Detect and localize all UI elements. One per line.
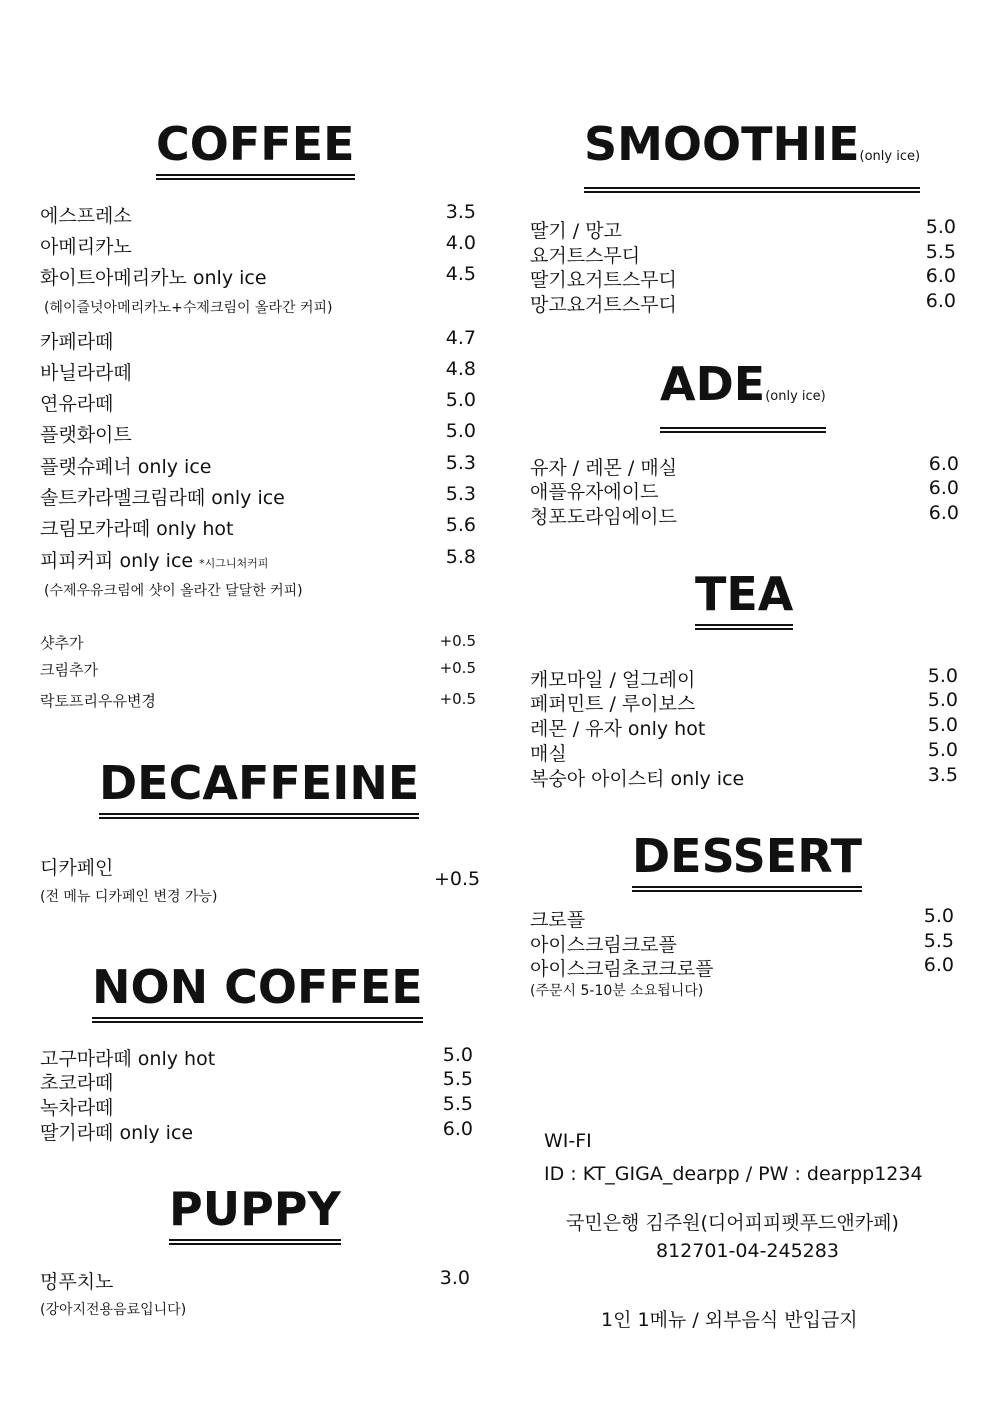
item-name: 매실 (530, 743, 567, 765)
item-price: 3.0 (439, 1267, 470, 1289)
list-item (530, 241, 956, 265)
dessert-heading (632, 830, 862, 892)
item-name: 복숭아 아이스티 only ice (530, 768, 745, 790)
decaffeine-item-price: +0.5 (434, 868, 481, 890)
item-price: 5.5 (442, 1068, 473, 1090)
signature-tag: *시그니처커피 (199, 557, 269, 570)
decaffeine-title: DECAFFEINE (99, 756, 420, 810)
wifi-label: WI-FI (544, 1130, 592, 1152)
list-item (530, 502, 959, 526)
smoothie-subtitle: (only ice) (859, 149, 921, 164)
item-price: 4.5 (445, 263, 476, 285)
dessert-note: (주문시 5-10분 소요됩니다) (530, 983, 704, 999)
decaffeine-note: (전 메뉴 디카페인 변경 가능) (40, 889, 218, 905)
item-price: 5.8 (445, 546, 476, 568)
item-name: 아이스크림초코크로플 (530, 958, 714, 980)
item-price: 6.0 (928, 477, 959, 499)
dessert-title: DESSERT (632, 829, 862, 883)
item-price: 5.0 (927, 714, 958, 736)
decaffeine-item-name: 디카페인 (40, 857, 114, 879)
non-coffee-heading (92, 961, 423, 1023)
list-item (40, 232, 476, 256)
item-name: 녹차라떼 (40, 1097, 114, 1119)
item-name: 플랫슈페너 only ice (40, 456, 212, 478)
item-price: 5.0 (927, 665, 958, 687)
list-item (530, 739, 958, 763)
item-name: 고구마라떼 only hot (40, 1048, 216, 1070)
list-item (40, 452, 476, 476)
item-price: 5.5 (923, 930, 954, 952)
list-item (530, 665, 958, 689)
item-name: 카페라떼 (40, 331, 114, 353)
tea-heading (695, 568, 793, 630)
bank-account-number: 812701-04-245283 (656, 1240, 839, 1262)
item-name-wrap (40, 546, 268, 573)
list-item (530, 216, 956, 240)
item-price: 3.5 (445, 201, 476, 223)
list-item (40, 263, 476, 287)
list-item (40, 358, 476, 382)
item-price: 5.0 (927, 739, 958, 761)
item-name: 페퍼민트 / 루이보스 (530, 693, 696, 715)
item-name: 크림추가 (40, 661, 98, 679)
item-name: 화이트아메리카노 only ice (40, 267, 267, 289)
ade-subtitle: (only ice) (765, 389, 826, 404)
puppy-heading (169, 1183, 341, 1245)
list-item (530, 290, 956, 314)
item-price: 6.0 (928, 502, 959, 524)
item-name: 유자 / 레몬 / 매실 (530, 457, 678, 479)
item-name: 청포도라임에이드 (530, 506, 677, 528)
item-price: 6.0 (923, 954, 954, 976)
item-name: 초코라떼 (40, 1072, 114, 1094)
item-price: 5.0 (927, 689, 958, 711)
item-name: 애플유자에이드 (530, 481, 659, 503)
item-name: 망고요거트스무디 (530, 294, 677, 316)
item-name: 락토프리우유변경 (40, 692, 156, 710)
list-item (40, 1118, 473, 1142)
list-item (40, 1267, 470, 1291)
item-price: 4.7 (445, 327, 476, 349)
list-item (40, 546, 476, 570)
item-name: 아메리카노 (40, 236, 132, 258)
ade-heading (660, 358, 826, 433)
item-name: 샷추가 (40, 634, 84, 652)
list-item (40, 1044, 473, 1068)
decaffeine-heading (99, 757, 419, 819)
store-policy: 1인 1메뉴 / 외부음식 반입금지 (601, 1309, 858, 1331)
list-item (40, 1068, 473, 1092)
item-name: 딸기라떼 only ice (40, 1122, 194, 1144)
item-price: 5.0 (923, 905, 954, 927)
item-name: 요거트스무디 (530, 245, 641, 267)
item-price: 4.8 (445, 358, 476, 380)
coffee-heading (156, 118, 355, 180)
extra-item (40, 632, 476, 656)
list-item (530, 265, 956, 289)
ade-title: ADE (660, 357, 766, 411)
puppy-title: PUPPY (169, 1182, 341, 1236)
item-name: 피피커피 only ice (40, 550, 194, 572)
list-item (40, 420, 476, 444)
bank-account-holder: 국민은행 김주원(디어피피펫푸드앤카페) (566, 1212, 899, 1234)
item-name: 딸기 / 망고 (530, 220, 622, 242)
item-price: 4.0 (445, 232, 476, 254)
puppy-note: (강아지전용음료입니다) (40, 1302, 187, 1318)
item-price: +0.5 (439, 659, 476, 677)
item-name: 멍푸치노 (40, 1271, 114, 1293)
item-name: 아이스크림크로플 (530, 934, 677, 956)
list-item (530, 453, 959, 477)
smoothie-title: SMOOTHIE (584, 117, 860, 171)
item-price: 5.3 (445, 483, 476, 505)
item-name: 캐모마일 / 얼그레이 (530, 669, 696, 691)
item-price: 5.0 (925, 216, 956, 238)
list-item (530, 930, 954, 954)
item-name: 플랫화이트 (40, 424, 132, 446)
list-item (40, 389, 476, 413)
list-item (40, 514, 476, 538)
item-price: +0.5 (439, 690, 476, 708)
item-name: 바닐라라떼 (40, 362, 132, 384)
item-price: 5.0 (445, 420, 476, 442)
item-name: 솔트카라멜크림라떼 only ice (40, 487, 285, 509)
list-item (40, 483, 476, 507)
list-item (530, 714, 958, 738)
smoothie-heading (584, 118, 920, 193)
item-note: (헤이즐넛아메리카노+수제크림이 올라간 커피) (44, 300, 333, 316)
item-name: 딸기요거트스무디 (530, 269, 677, 291)
item-name: 레몬 / 유자 only hot (530, 718, 706, 740)
extra-item (40, 690, 476, 714)
item-price: 5.5 (925, 241, 956, 263)
item-price: 6.0 (442, 1118, 473, 1140)
list-item (530, 477, 959, 501)
item-name: 에스프레소 (40, 205, 132, 227)
item-price: +0.5 (439, 632, 476, 650)
wifi-credentials: ID : KT_GIGA_dearpp / PW : dearpp1234 (544, 1163, 923, 1185)
extra-item (40, 659, 476, 683)
item-price: 5.5 (442, 1093, 473, 1115)
item-note: (수제우유크림에 샷이 올라간 달달한 커피) (44, 583, 303, 599)
item-name: 연유라떼 (40, 393, 114, 415)
item-price: 6.0 (928, 453, 959, 475)
non-coffee-title: NON COFFEE (92, 960, 423, 1014)
list-item (530, 764, 958, 788)
list-item (40, 1093, 473, 1117)
item-price: 5.0 (442, 1044, 473, 1066)
list-item (40, 327, 476, 351)
item-name: 크림모카라떼 only hot (40, 518, 234, 540)
item-price: 5.0 (445, 389, 476, 411)
item-name: 크로플 (530, 909, 586, 931)
list-item (40, 201, 476, 225)
item-price: 6.0 (925, 265, 956, 287)
tea-title: TEA (695, 567, 794, 621)
coffee-title: COFFEE (156, 117, 355, 171)
item-price: 3.5 (927, 764, 958, 786)
list-item (530, 689, 958, 713)
item-price: 5.6 (445, 514, 476, 536)
list-item (530, 954, 954, 978)
list-item (530, 905, 954, 929)
item-price: 6.0 (925, 290, 956, 312)
item-price: 5.3 (445, 452, 476, 474)
